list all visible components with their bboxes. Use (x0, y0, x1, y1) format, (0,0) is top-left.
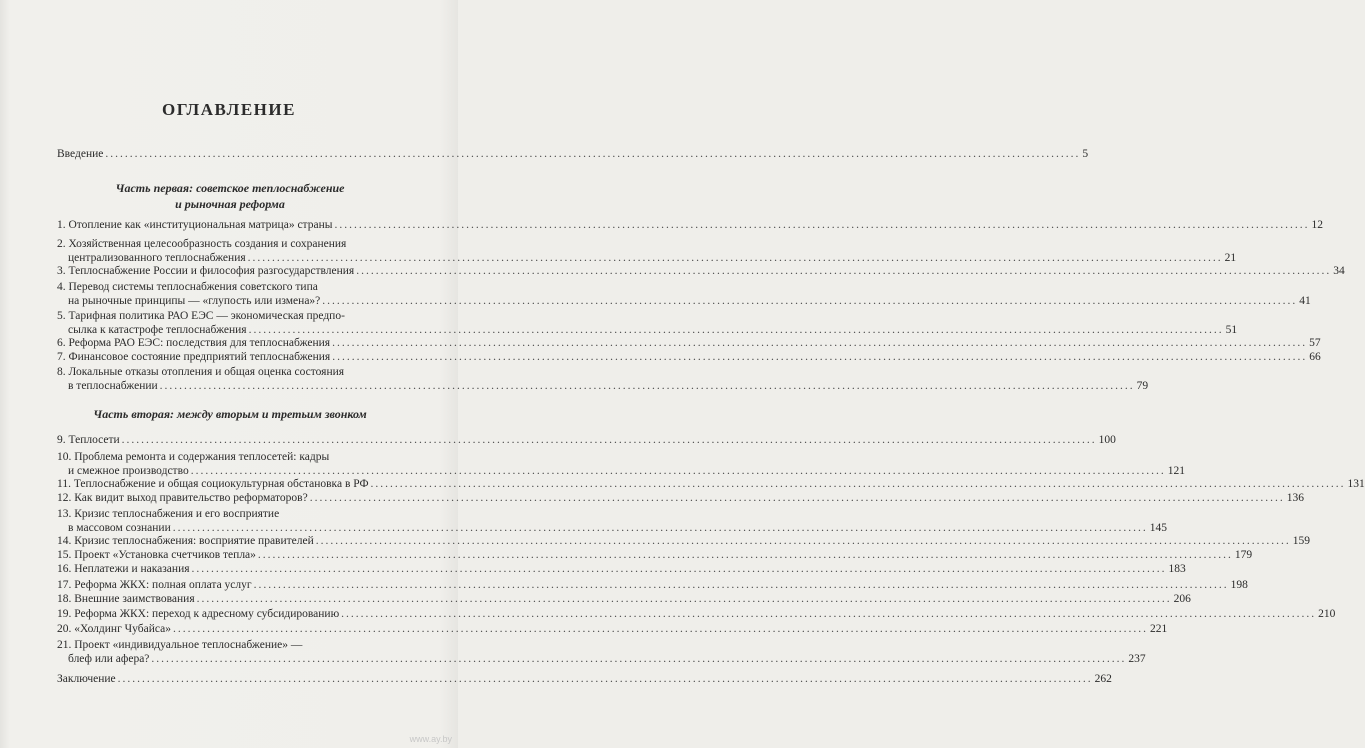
dot-leader: ........................................................................................................................................................................................................ (248, 324, 1224, 336)
dot-leader: ........................................................................................................................................................................................................ (190, 465, 1166, 477)
page-number: 5 (1082, 148, 1089, 160)
entry-title-line: 3. Теплоснабжение России и философия разгосударствления (57, 265, 355, 277)
part-heading-line: и рыночная реформа (175, 197, 285, 211)
dot-leader: ........................................................................................................................................................................................................ (334, 219, 1310, 231)
entry-title-line: 7. Финансовое состояние предприятий теплоснабжения (57, 351, 331, 363)
dot-leader: ........................................................................................................................................................................................................ (159, 380, 1135, 392)
toc-entry (57, 309, 1238, 337)
toc-entry (57, 477, 1365, 491)
page-number: 183 (1168, 563, 1186, 575)
dot-leader: ........................................................................................................................................................................................................ (191, 563, 1167, 575)
entry-title-line: 14. Кризис теплоснабжения: восприятие правителей (57, 535, 314, 547)
page-number: 136 (1286, 492, 1304, 504)
dot-leader: ........................................................................................................................................................................................................ (172, 522, 1148, 534)
page-number: 66 (1309, 351, 1321, 363)
page-number: 51 (1225, 324, 1238, 336)
part-one-heading (55, 180, 405, 212)
toc-entry-conclusion (57, 672, 1112, 686)
entry-title-line: 16. Неплатежи и наказания (57, 563, 190, 575)
part-heading-line: Часть первая: советское теплоснабжение (115, 181, 345, 195)
page-number: 206 (1173, 593, 1191, 605)
part-two-heading (55, 406, 405, 422)
page-number: 221 (1149, 623, 1168, 635)
toc-entry (57, 491, 1304, 505)
page-number: 41 (1299, 295, 1311, 307)
toc-entry (57, 638, 1146, 666)
dot-leader: ........................................................................................................................................................................................................ (322, 295, 1298, 307)
toc-entry (57, 336, 1321, 350)
dot-leader: ........................................................................................................................................................................................................ (196, 593, 1172, 605)
page-number: 100 (1098, 434, 1116, 446)
toc-entry (57, 280, 1311, 308)
page-number: 12 (1311, 219, 1323, 231)
page-number: 57 (1309, 337, 1321, 349)
toc-entry-introduction (57, 147, 1089, 161)
entry-title-line: 21. Проект «индивидуальное теплоснабжение» — (57, 639, 303, 651)
toc-entry (57, 578, 1248, 592)
page-number: 21 (1224, 252, 1237, 264)
entry-title-line: 18. Внешние заимствования (57, 593, 195, 605)
page-number: 198 (1230, 579, 1248, 591)
entry-title-line: 10. Проблема ремонта и содержания теплосетей: кадры (57, 451, 330, 463)
dot-leader: ........................................................................................................................................................................................................ (370, 478, 1346, 490)
page-number: 179 (1234, 549, 1253, 561)
entry-title-line: централизованного теплоснабжения (68, 252, 246, 264)
toc-entry (57, 350, 1321, 364)
dot-leader: ........................................................................................................................................................................................................ (172, 623, 1148, 635)
entry-title-line: 11. Теплоснабжение и общая социокультурная обстановка в РФ (57, 478, 369, 490)
entry-title-line: 8. Локальные отказы отопления и общая оценка состояния (57, 366, 345, 378)
toc-entry (57, 607, 1336, 621)
entry-title-line: и смежное производство (68, 465, 189, 477)
dot-leader: ........................................................................................................................................................................................................ (341, 608, 1317, 620)
page-title: ОГЛАВЛЕНИЕ (162, 100, 296, 119)
page-number: 262 (1094, 673, 1112, 685)
page-number: 237 (1128, 653, 1146, 665)
entry-title-line: 20. «Холдинг Чубайса» (57, 623, 171, 635)
toc-entry (57, 534, 1311, 548)
dot-leader: ........................................................................................................................................................................................................ (253, 579, 1229, 591)
dot-leader: ........................................................................................................................................................................................................ (121, 434, 1097, 446)
dot-leader: ........................................................................................................................................................................................................ (315, 535, 1291, 547)
page-number: 34 (1333, 265, 1345, 277)
page-number: 210 (1318, 608, 1336, 620)
dot-leader: ........................................................................................................................................................................................................ (151, 653, 1127, 665)
entry-title-line: 12. Как видит выход правительство реформаторов? (57, 492, 308, 504)
dot-leader: ........................................................................................................................................................................................................ (332, 351, 1308, 363)
page-number: 159 (1292, 535, 1311, 547)
entry-title-line: на рыночные принципы — «глупость или измена»? (68, 295, 321, 307)
entry-title-line: Введение (57, 148, 104, 160)
toc-entry (57, 507, 1167, 535)
entry-title-line: 6. Реформа РАО ЕЭС: последствия для теплоснабжения (57, 337, 331, 349)
entry-title-line: в теплоснабжении (68, 380, 158, 392)
page-number: 145 (1149, 522, 1167, 534)
entry-title-line: 13. Кризис теплоснабжения и его восприятие (57, 508, 280, 520)
entry-title-line: 4. Перевод системы теплоснабжения советского типа (57, 281, 318, 293)
page-number: 79 (1136, 380, 1149, 392)
page-number: 131 (1347, 478, 1365, 490)
part-heading-line: Часть вторая: между вторым и третьим звонком (93, 407, 367, 421)
watermark: www.ay.by (409, 734, 452, 744)
dot-leader: ........................................................................................................................................................................................................ (105, 148, 1081, 160)
dot-leader: ........................................................................................................................................................................................................ (117, 673, 1093, 685)
page-number: 121 (1167, 465, 1185, 477)
entry-title-line: блеф или афера? (68, 653, 150, 665)
toc-entry (57, 433, 1116, 447)
entry-title-line: 5. Тарифная политика РАО ЕЭС — экономическая предпо- (57, 310, 345, 322)
toc-entry (57, 592, 1191, 606)
dot-leader: ........................................................................................................................................................................................................ (332, 337, 1308, 349)
dot-leader: ........................................................................................................................................................................................................ (247, 252, 1223, 264)
entry-title-line: сылка к катастрофе теплоснабжения (68, 324, 247, 336)
toc-entry (57, 218, 1323, 232)
toc-entry (57, 237, 1237, 265)
toc-entry (57, 562, 1186, 576)
dot-leader: ........................................................................................................................................................................................................ (309, 492, 1285, 504)
entry-title-line: 19. Реформа ЖКХ: переход к адресному субсидированию (57, 608, 340, 620)
toc-entry (57, 622, 1168, 636)
entry-title-line: 1. Отопление как «институциональная матрица» страны (57, 219, 333, 231)
toc-entry (57, 548, 1253, 562)
dot-leader: ........................................................................................................................................................................................................ (257, 549, 1233, 561)
entry-title-line: 15. Проект «Установка счетчиков тепла» (57, 549, 256, 561)
toc-entry (57, 365, 1149, 393)
entry-title-line: 2. Хозяйственная целесообразность создания и сохранения (57, 238, 347, 250)
entry-title-line: 9. Теплосети (57, 434, 120, 446)
entry-title-line: Заключение (57, 673, 116, 685)
dot-leader: ........................................................................................................................................................................................................ (356, 265, 1332, 277)
entry-title-line: 17. Реформа ЖКХ: полная оплата услуг (57, 579, 252, 591)
toc-entry (57, 450, 1185, 478)
entry-title-line: в массовом сознании (68, 522, 171, 534)
toc-entry (57, 264, 1345, 278)
